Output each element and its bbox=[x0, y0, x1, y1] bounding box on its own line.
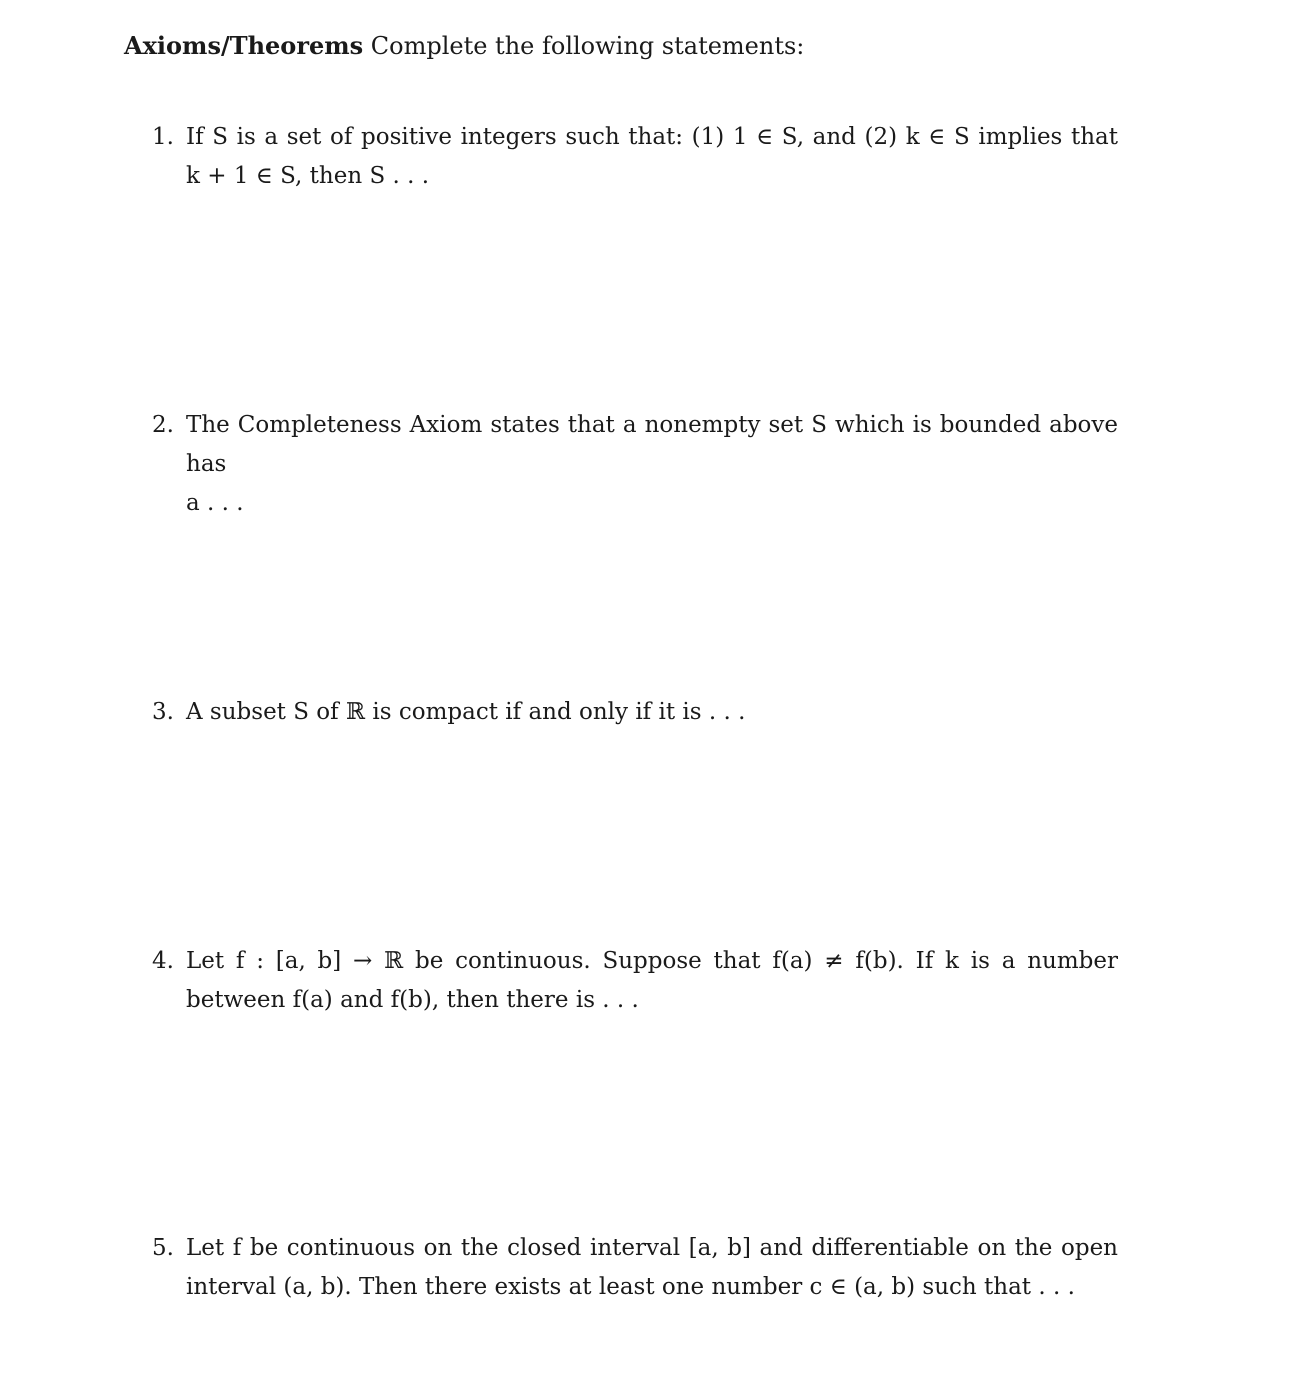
statement-line: The Completeness Axiom states that a nonempty set S which is bounded above has bbox=[186, 412, 1118, 477]
statement-line: Let f be continuous on the closed interval [a, b] and differentiable on the open bbox=[186, 1235, 1118, 1261]
statement-item-4 bbox=[152, 942, 1118, 1020]
statement-number: 1. bbox=[152, 124, 174, 150]
statement-line: interval (a, b). Then there exists at least one number c ∈ (a, b) such that . . . bbox=[186, 1274, 1075, 1300]
statement-line: Let f : [a, b] → ℝ be continuous. Suppose that f(a) ≠ f(b). If k is a number bbox=[186, 948, 1118, 974]
section-heading bbox=[124, 30, 804, 62]
statement-line: between f(a) and f(b), then there is . . . bbox=[186, 987, 639, 1013]
section-heading-instruction: Complete the following statements: bbox=[363, 32, 805, 60]
statement-number: 5. bbox=[152, 1235, 174, 1261]
statement-text bbox=[186, 942, 1118, 1020]
statement-number: 3. bbox=[152, 699, 174, 725]
statement-number: 4. bbox=[152, 948, 174, 974]
statement-text bbox=[186, 118, 1118, 196]
statement-item-2 bbox=[152, 406, 1118, 523]
statement-line: A subset S of ℝ is compact if and only if it is . . . bbox=[186, 699, 746, 725]
statement-text bbox=[186, 693, 1118, 732]
statement-item-5 bbox=[152, 1229, 1118, 1307]
section-heading-title: Axioms/Theorems bbox=[124, 31, 364, 60]
statement-line: a . . . bbox=[186, 490, 244, 516]
statement-item-1 bbox=[152, 118, 1118, 196]
statement-line: If S is a set of positive integers such that: (1) 1 ∈ S, and (2) k ∈ S implies that bbox=[186, 124, 1118, 150]
statement-line: k + 1 ∈ S, then S . . . bbox=[186, 163, 430, 189]
statement-item-3 bbox=[152, 693, 1118, 732]
statement-text bbox=[186, 406, 1118, 523]
statement-number: 2. bbox=[152, 412, 174, 438]
statement-text bbox=[186, 1229, 1118, 1307]
